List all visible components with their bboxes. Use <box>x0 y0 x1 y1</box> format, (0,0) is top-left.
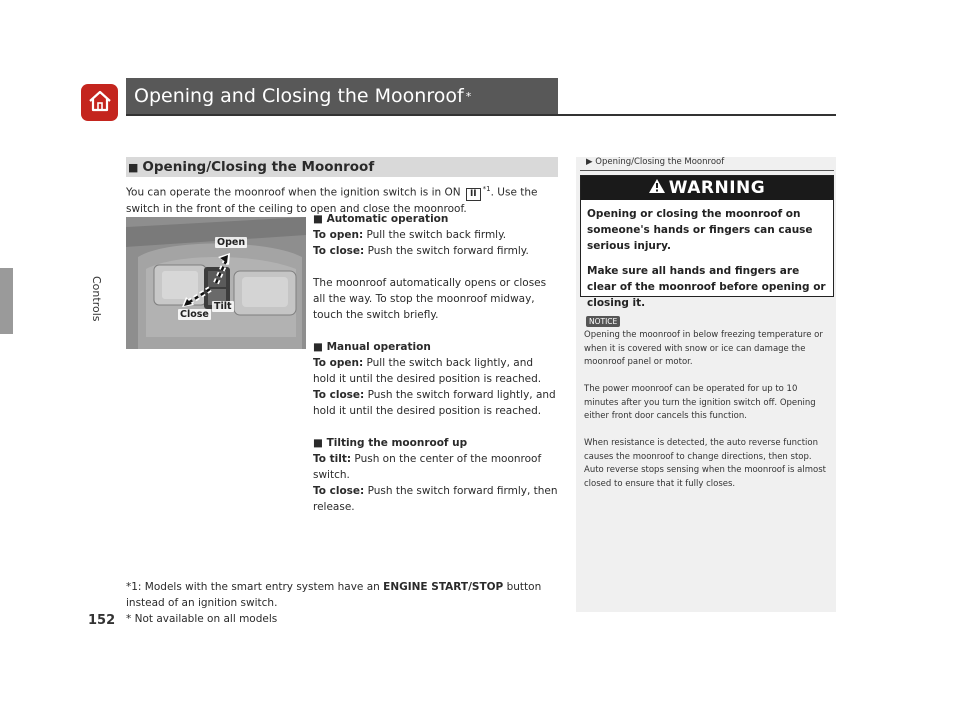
ignition-key-ii-badge: II <box>466 188 481 201</box>
figure-label-open: Open <box>217 237 246 248</box>
tilting-tilt-text: Push on the center of the moonroof switch. <box>313 453 542 481</box>
tilting-close <box>313 483 558 515</box>
manual-close-label: To close: <box>313 389 365 401</box>
warning-title: WARNING <box>668 178 766 198</box>
manual-heading-text: Manual operation <box>326 341 431 353</box>
page-title-text: Opening and Closing the Moonroof <box>134 85 464 107</box>
home-button[interactable] <box>81 84 118 121</box>
automatic-open-label: To open: <box>313 229 364 241</box>
reference-heading-text: Opening/Closing the Moonroof <box>595 157 725 167</box>
tilting-heading-text: Tilting the moonroof up <box>326 437 468 449</box>
figure-label-tilt: Tilt <box>214 301 232 312</box>
automatic-close-label: To close: <box>313 245 365 257</box>
footnote-ref: *1 <box>482 185 491 193</box>
notice-badge: NOTICE <box>586 316 620 327</box>
section-heading <box>126 157 558 177</box>
automatic-close-text: Push the switch forward firmly. <box>364 245 529 257</box>
manual-heading: ■ Manual operation <box>313 341 431 353</box>
intro-text-2: . Use the switch in the front of the ceiling to open and close the moonroof. <box>126 186 538 215</box>
warning-box <box>580 175 834 309</box>
tilting-heading: ■ Tilting the moonroof up <box>313 437 468 449</box>
moonroof-switch-illustration <box>126 217 306 349</box>
title-divider <box>126 114 836 116</box>
square-bullet-icon: ■ <box>128 160 139 174</box>
manual-open-text: Pull the switch back lightly, and hold it until the desired position is reached. <box>313 357 542 385</box>
footnote <box>126 579 556 611</box>
automatic-heading: ■ Automatic operation <box>313 213 449 225</box>
figure-label-close: Close <box>180 309 209 320</box>
automatic-note: The moonroof automatically opens or closes all the way. To stop the moonroof midway, touch the switch briefly. <box>313 277 547 321</box>
manual-close <box>313 387 558 419</box>
reference-sidebar <box>576 157 836 612</box>
warning-text-1: Opening or closing the moonroof on someone's hands or fingers can cause serious injury. <box>587 208 813 252</box>
warning-triangle-icon <box>649 178 665 198</box>
manual-open-label: To open: <box>313 357 364 369</box>
notice-text: Opening the moonroof in below freezing temperature or when it is covered with snow or ice can damage the moonroof panel or motor. <box>584 330 823 367</box>
timer-paragraph: The power moonroof can be operated for up to 10 minutes after you turn the ignition switch off. Opening either front door cancels this function. <box>584 384 816 421</box>
automatic-open <box>313 227 558 243</box>
warning-header <box>581 176 833 200</box>
tilting-close-text: Push the switch forward firmly, then release. <box>313 485 558 513</box>
home-icon <box>87 89 113 117</box>
page-number: 152 <box>88 613 116 628</box>
reference-heading <box>576 157 836 169</box>
title-footnote-mark: * <box>465 89 472 103</box>
manual-open <box>313 355 558 387</box>
automatic-heading-text: Automatic operation <box>326 213 449 225</box>
manual-close-text: Push the switch forward lightly, and hold it until the desired position is reached. <box>313 389 556 417</box>
footnote-prefix: *1: Models with the smart entry system have an <box>126 581 384 593</box>
automatic-open-text: Pull the switch back firmly. <box>363 229 507 241</box>
section-heading-text: Opening/Closing the Moonroof <box>142 159 375 175</box>
tilting-tilt-label: To tilt: <box>313 453 352 465</box>
side-tab <box>0 268 13 334</box>
section-side-label: Controls <box>90 276 103 322</box>
intro-text-1: You can operate the moonroof when the ignition switch is in ON <box>126 186 464 199</box>
auto-reverse-paragraph: When resistance is detected, the auto reverse function causes the moonroof to change directions, then stop. Auto reverse stops sensing when the moonroof is almost closed to ensure that it fully closes. <box>584 438 826 489</box>
warning-body <box>581 200 833 311</box>
footnote-suffix: button instead of an ignition switch. <box>126 581 542 609</box>
footnote-bold: ENGINE START/STOP <box>383 581 504 593</box>
not-available-note: * Not available on all models <box>126 613 278 625</box>
instructions <box>313 211 558 515</box>
reference-divider <box>580 170 834 171</box>
reference-icon: ▶ <box>586 157 593 167</box>
tilting-tilt <box>313 451 558 483</box>
automatic-close <box>313 243 558 259</box>
page-title <box>126 78 558 114</box>
tilting-close-label: To close: <box>313 485 365 497</box>
warning-text-2: Make sure all hands and fingers are clear of the moonroof before opening or closing it. <box>587 265 826 309</box>
